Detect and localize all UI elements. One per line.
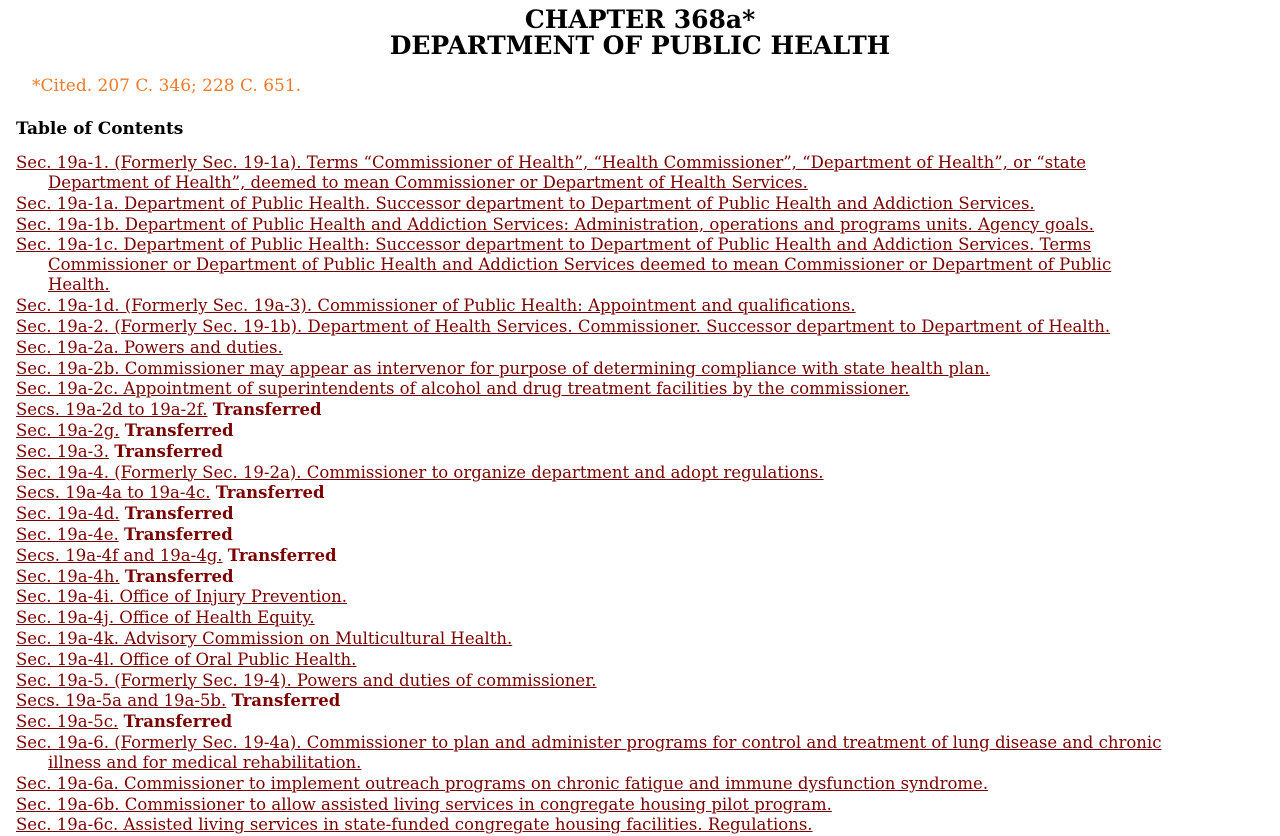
toc-item — [16, 296, 1176, 316]
toc-section-link[interactable]: Sec. 19a-5. (Formerly Sec. 19-4). Powers and duties of commissioner. — [16, 670, 597, 690]
toc-section-link[interactable]: Secs. 19a-4a to 19a-4c. — [16, 483, 211, 503]
toc-section-link[interactable]: Sec. 19a-6a. Commissioner to implement outreach programs on chronic fatigue and immune dysfunction syndrome. — [16, 773, 989, 793]
toc-section-link[interactable]: Sec. 19a-2. (Formerly Sec. 19-1b). Department of Health Services. Commissioner. Successor department to Department of Health. — [16, 316, 1111, 336]
toc-section-link[interactable]: Sec. 19a-1b. Department of Public Health and Addiction Services: Administration, operations and programs units. Agency goals. — [16, 214, 1095, 234]
table-of-contents — [16, 153, 1176, 836]
toc-item — [16, 359, 1176, 379]
toc-section-link[interactable]: Sec. 19a-5c. — [16, 712, 119, 732]
toc-heading: Table of Contents — [16, 119, 184, 139]
toc-section-link[interactable]: Sec. 19a-2b. Commissioner may appear as intervenor for purpose of determining compliance with state health plan. — [16, 358, 990, 378]
transferred-status: Transferred — [124, 566, 234, 586]
toc-item — [16, 608, 1176, 628]
toc-item — [16, 483, 1176, 503]
toc-item — [16, 629, 1176, 649]
toc-item — [16, 379, 1176, 399]
toc-section-link[interactable]: Sec. 19a-2a. Powers and duties. — [16, 337, 283, 357]
toc-item — [16, 421, 1176, 441]
toc-item — [16, 671, 1176, 691]
toc-section-link[interactable]: Sec. 19a-4l. Office of Oral Public Health. — [16, 649, 357, 669]
toc-item — [16, 567, 1176, 587]
toc-section-link[interactable]: Sec. 19a-1a. Department of Public Health. Successor department to Department of Public Health and Addiction Services. — [16, 193, 1035, 213]
toc-item — [16, 400, 1176, 420]
transferred-status: Transferred — [124, 504, 234, 524]
toc-item — [16, 712, 1176, 732]
toc-item — [16, 463, 1176, 483]
toc-item — [16, 795, 1176, 815]
toc-section-link[interactable]: Sec. 19a-6b. Commissioner to allow assisted living services in congregate housing pilot program. — [16, 794, 832, 814]
toc-item — [16, 504, 1176, 524]
toc-section-link[interactable]: Sec. 19a-4k. Advisory Commission on Multicultural Health. — [16, 628, 513, 648]
toc-item — [16, 525, 1176, 545]
toc-item — [16, 691, 1176, 711]
transferred-status: Transferred — [231, 691, 341, 711]
toc-section-link[interactable]: Sec. 19a-4e. — [16, 524, 119, 544]
transferred-status: Transferred — [227, 545, 337, 565]
transferred-status: Transferred — [114, 441, 223, 461]
toc-section-link[interactable]: Sec. 19a-4j. Office of Health Equity. — [16, 608, 315, 628]
chapter-title: CHAPTER 368a* — [524, 5, 756, 34]
toc-section-link[interactable]: Sec. 19a-1c. Department of Public Health: Successor department to Department of Public Health and Addiction Services. Terms Commissioner or Department of Public Health and Addiction Services deemed to mean Commissioner or Department of Public Health. — [16, 235, 1112, 295]
toc-item — [16, 442, 1176, 462]
toc-item — [16, 317, 1176, 337]
transferred-status: Transferred — [215, 483, 325, 503]
toc-item — [16, 215, 1176, 235]
toc-section-link[interactable]: Sec. 19a-6. (Formerly Sec. 19-4a). Commissioner to plan and administer programs for control and treatment of lung disease and chronic illness and for medical rehabilitation. — [16, 732, 1162, 772]
transferred-status: Transferred — [212, 400, 322, 420]
toc-section-link[interactable]: Secs. 19a-4f and 19a-4g. — [16, 545, 223, 565]
toc-item — [16, 235, 1176, 295]
toc-section-link[interactable]: Secs. 19a-5a and 19a-5b. — [16, 691, 227, 711]
toc-section-link[interactable]: Sec. 19a-4. (Formerly Sec. 19-2a). Commissioner to organize department and adopt regulations. — [16, 462, 824, 482]
toc-item — [16, 338, 1176, 358]
toc-section-link[interactable]: Secs. 19a-2d to 19a-2f. — [16, 400, 208, 420]
toc-section-link[interactable]: Sec. 19a-4d. — [16, 504, 120, 524]
toc-item — [16, 546, 1176, 566]
toc-item — [16, 733, 1176, 773]
transferred-status: Transferred — [123, 712, 233, 732]
department-title: DEPARTMENT OF PUBLIC HEALTH — [389, 31, 891, 60]
toc-item — [16, 815, 1176, 835]
transferred-status: Transferred — [123, 524, 233, 544]
toc-section-link[interactable]: Sec. 19a-1. (Formerly Sec. 19-1a). Terms “Commissioner of Health”, “Health Commissioner”, “Department of Health”, or “state Department of Health”, deemed to mean Commissioner or Department of Health Services. — [16, 153, 1086, 192]
toc-item — [16, 153, 1176, 193]
toc-item — [16, 587, 1176, 607]
transferred-status: Transferred — [124, 420, 234, 440]
toc-item — [16, 194, 1176, 214]
toc-section-link[interactable]: Sec. 19a-4i. Office of Injury Prevention. — [16, 587, 348, 607]
page-title — [0, 0, 1280, 59]
toc-item — [16, 650, 1176, 670]
toc-section-link[interactable]: Sec. 19a-1d. (Formerly Sec. 19a-3). Commissioner of Public Health: Appointment and qualifications. — [16, 296, 856, 316]
toc-section-link[interactable]: Sec. 19a-6c. Assisted living services in state-funded congregate housing facilities. Regulations. — [16, 815, 813, 835]
toc-section-link[interactable]: Sec. 19a-2c. Appointment of superintendents of alcohol and drug treatment facilities by the commissioner. — [16, 379, 910, 399]
toc-section-link[interactable]: Sec. 19a-4h. — [16, 566, 120, 586]
toc-section-link[interactable]: Sec. 19a-2g. — [16, 420, 120, 440]
toc-section-link[interactable]: Sec. 19a-3. — [16, 441, 109, 461]
toc-item — [16, 774, 1176, 794]
citation-note: *Cited. 207 C. 346; 228 C. 651. — [32, 76, 302, 96]
